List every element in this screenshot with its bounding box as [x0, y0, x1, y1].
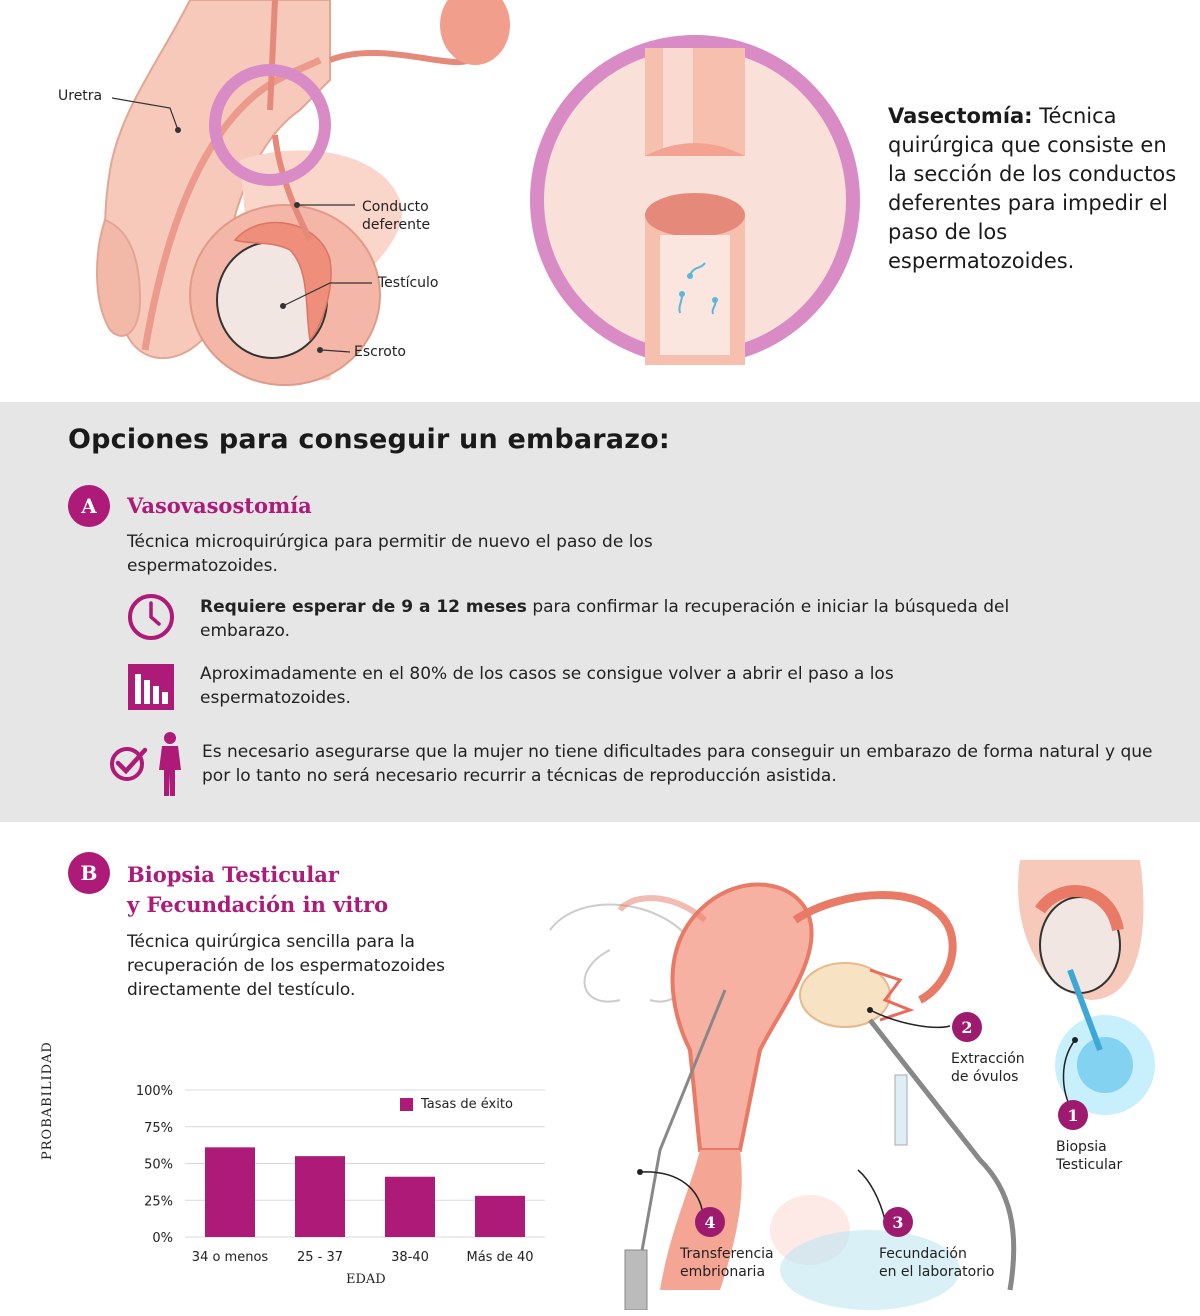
step-1-badge: 1	[1058, 1100, 1088, 1130]
x-tick-label: 34 o menos	[191, 1250, 269, 1265]
y-tick-label: 100%	[135, 1084, 173, 1099]
section-b-title-line2: y Fecundación in vitro	[127, 892, 389, 917]
bar-chart-icon	[128, 664, 174, 710]
check-woman-icon	[107, 730, 183, 798]
item-success-rate: Aproximadamente en el 80% de los casos se consigue volver a abrir el paso a los espermatozoides.	[200, 664, 894, 708]
step-4-label: Transferencia embrionaria	[680, 1246, 774, 1280]
bar-1	[205, 1147, 255, 1237]
section-a-description: Técnica microquirúrgica para permitir de nuevo el paso de los espermatozoides.	[127, 532, 653, 576]
ivf-illustration	[540, 850, 1200, 1310]
section-a-title: Vasovasostomía	[127, 493, 312, 518]
section-b-title-line1: Biopsia Testicular	[127, 862, 339, 887]
bar-4	[475, 1196, 525, 1237]
item-wait-time	[200, 595, 1080, 643]
legend-swatch	[400, 1098, 413, 1111]
step-2-label: Extracción de óvulos	[951, 1051, 1025, 1085]
label-escroto: Escroto	[354, 344, 406, 360]
item-woman-check: Es necesario asegurarse que la mujer no tiene dificultades para conseguir un embarazo de forma natural y que por lo tanto no será necesario recurrir a técnicas de reproducción asistida.	[202, 742, 1153, 786]
item-wait-time-bold: Requiere esperar de 9 a 12 meses	[200, 597, 527, 617]
item-wait-time-text: para confirmar la recuperación e iniciar la búsqueda del embarazo.	[200, 597, 1010, 641]
badge-a: A	[68, 485, 110, 527]
legend-label: Tasas de éxito	[421, 1097, 513, 1112]
vasectomy-text: Técnica quirúrgica que consiste en la sección de los conductos deferentes para impedir el paso de los espermatozoides.	[888, 104, 1177, 273]
clock-icon	[126, 592, 176, 642]
vasectomy-term: Vasectomía:	[888, 104, 1033, 128]
y-tick-label: 50%	[144, 1157, 173, 1173]
step-3-badge: 3	[883, 1207, 913, 1237]
x-tick-label: 25 - 37	[296, 1250, 344, 1265]
label-conducto-deferente: Conducto deferente	[362, 199, 431, 233]
y-tick-label: 75%	[144, 1120, 173, 1136]
x-tick-label: Más de 40	[466, 1250, 534, 1265]
y-tick-label: 25%	[144, 1194, 173, 1210]
chart-legend	[400, 1097, 513, 1112]
step-2-badge: 2	[952, 1012, 982, 1042]
step-1-label: Biopsia Testicular	[1056, 1139, 1123, 1173]
chart-ylabel: PROBABILIDAD	[40, 1041, 55, 1160]
step-4-badge: 4	[695, 1207, 725, 1237]
label-uretra: Uretra	[58, 88, 103, 104]
vasectomy-definition	[888, 102, 1188, 276]
bar-2	[295, 1156, 345, 1237]
options-heading: Opciones para conseguir un embarazo:	[68, 424, 670, 455]
y-tick-label: 0%	[152, 1231, 173, 1246]
section-b-description: Técnica quirúrgica sencilla para la recuperación de los espermatozoides directamente del testículo.	[127, 932, 445, 1000]
step-3-label: Fecundación en el laboratorio	[879, 1246, 995, 1280]
label-testiculo: Testículo	[378, 275, 439, 291]
chart-xlabel: EDAD	[346, 1272, 386, 1287]
x-tick-label: 38-40	[391, 1250, 429, 1265]
badge-b: B	[68, 852, 110, 894]
bar-3	[385, 1177, 435, 1237]
